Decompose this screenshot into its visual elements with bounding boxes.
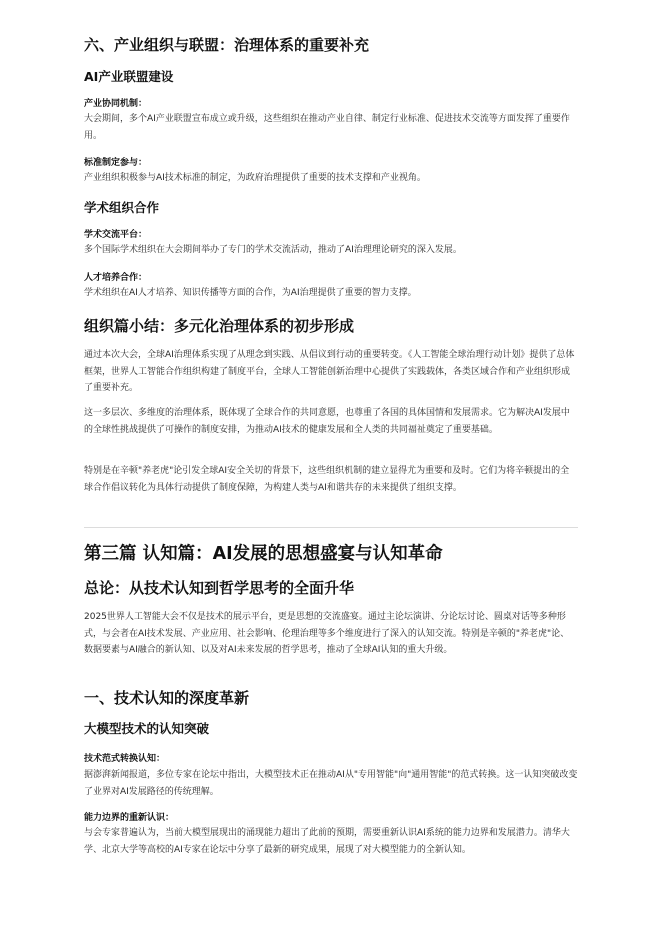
summary-paragraph-2: 这一多层次、多维度的治理体系，既体现了全球合作的共同意愿，也尊重了各国的具体国情和发展需求。它为解决AI发展中的全球性挑战提供了可操作的制度安排，为推动AI技术的健康发展和全人类的共同福祉奠定了重要基础。 — [84, 408, 570, 435]
coop-label: 产业协同机制： — [84, 99, 148, 109]
section-1-title: 一、技术认知的深度革新 — [84, 689, 250, 707]
boundary-label: 能力边界的重新认识： — [84, 813, 175, 823]
summary-paragraph-1: 通过本次大会，全球AI治理体系实现了从理念到实践、从倡议到行动的重要转变。《人工智能全球治理行动计划》提供了总体框架，世界人工智能合作组织构建了制度平台，全球人工智能创新治理中心提供了实践载体，各类区域合作和产业组织形成了重要补充。 — [84, 350, 575, 393]
summary-paragraph-3: 特别是在辛顿"养老虎"论引发全球AI安全关切的背景下，这些组织机制的建立显得尤为重要和及时。它们为将辛顿提出的全球合作倡议转化为具体行动提供了制度保障，为构建人类与AI和谐共存的未来提供了组织支撑。 — [84, 466, 570, 493]
paradigm-label: 技术范式转换认知： — [84, 754, 166, 764]
platform-label: 学术交流平台： — [84, 230, 148, 240]
talent-label: 人才培养合作： — [84, 273, 148, 283]
alliance-heading: AI产业联盟建设 — [84, 69, 174, 84]
talent-text: 学术组织在AI人才培养、知识传播等方面的合作，为AI治理提供了重要的智力支撑。 — [84, 288, 417, 298]
paradigm-text: 据澎湃新闻报道，多位专家在论坛中指出，大模型技术正在推动AI从"专用智能"向"通用智能"的范式转换。这一认知突破改变了业界对AI发展路径的传统理解。 — [84, 770, 578, 797]
std-label: 标准制定参与： — [84, 158, 148, 168]
overview-heading: 总论：从技术认知到哲学思考的全面升华 — [84, 579, 355, 597]
overview-text: 2025世界人工智能大会不仅是技术的展示平台，更是思想的交流盛宴。通过主论坛演讲、分论坛讨论、圆桌对话等多种形式，与会者在AI技术发展、产业应用、社会影响、伦理治理等多个维度进行了深入的认知交流。特别是辛顿的"养老虎"论、数据要素与AI融合的新认知、以及对AI未来发展的哲学思考，推动了全球AI认知的重大升级。 — [84, 612, 570, 655]
part-3-title: 第三篇 认知篇：AI发展的思想盛宴与认知革命 — [84, 544, 443, 564]
coop-text: 大会期间，多个AI产业联盟宣布成立或升级，这些组织在推动产业自律、制定行业标准、促进技术交流等方面发挥了重要作用。 — [84, 114, 570, 141]
section-6-title: 六、产业组织与联盟：治理体系的重要补充 — [84, 36, 370, 54]
std-text: 产业组织积极参与AI技术标准的制定，为政府治理提供了重要的技术支撑和产业视角。 — [84, 173, 426, 183]
llm-heading: 大模型技术的认知突破 — [84, 721, 210, 736]
section-divider — [84, 527, 578, 528]
boundary-text: 与会专家普遍认为，当前大模型展现出的涌现能力超出了此前的预期，需要重新认识AI系统的能力边界和发展潜力。清华大学、北京大学等高校的AI专家在论坛中分享了最新的研究成果，展现了对大模型能力的全新认知。 — [84, 828, 570, 855]
platform-text: 多个国际学术组织在大会期间举办了专门的学术交流活动，推动了AI治理理论研究的深入发展。 — [84, 245, 462, 255]
academic-heading: 学术组织合作 — [84, 200, 160, 215]
summary-heading: 组织篇小结：多元化治理体系的初步形成 — [84, 317, 355, 335]
